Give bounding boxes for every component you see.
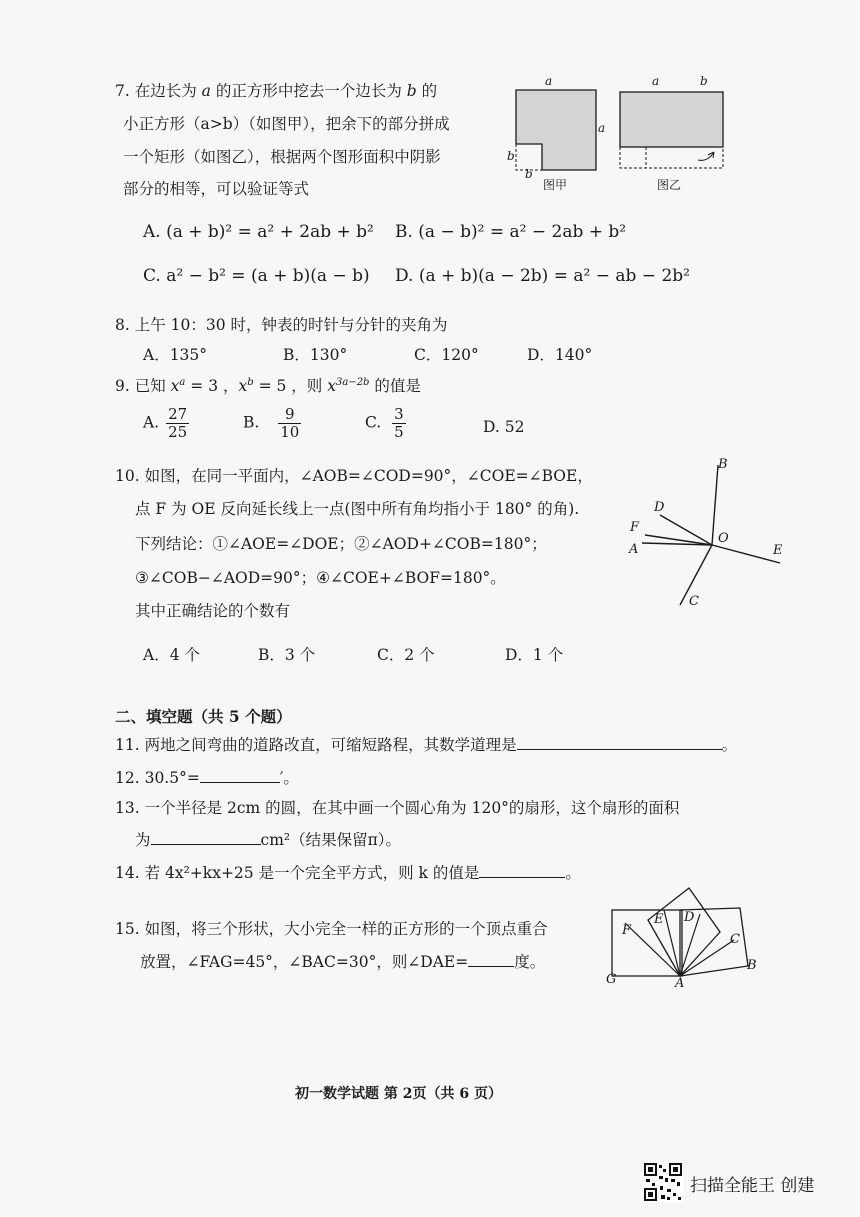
q10-option-c: C．2 个 xyxy=(377,646,435,664)
q10-option-a: A．4 个 xyxy=(143,646,200,664)
q7-option-d: D. (a + b)(a − 2b) = a² − ab − 2b² xyxy=(395,266,690,286)
fig-jia-label-a-top: a xyxy=(545,74,553,88)
q10-line5: 其中正确结论的个数有 xyxy=(135,602,291,620)
q7-line3: 一个矩形（如图乙），根据两个图形面积中阴影 xyxy=(123,148,441,166)
q9-option-d: D. 52 xyxy=(483,418,525,436)
q15-label-a: A xyxy=(675,976,685,991)
q14-answer-blank[interactable] xyxy=(479,861,565,878)
figure-jia xyxy=(500,70,610,185)
q10-label-o: O xyxy=(718,531,729,546)
fig-yi-label-b: b xyxy=(700,74,708,88)
q10-label-a: A xyxy=(629,542,639,557)
fig-yi-label-a: a xyxy=(652,74,660,88)
page-footer: 初一数学试题 第 2页（共 6 页） xyxy=(295,1086,502,1102)
q11-answer-blank[interactable] xyxy=(517,733,722,750)
q15-label-d: D xyxy=(684,910,695,925)
q10-label-b: B xyxy=(718,457,728,472)
q10-label-f: F xyxy=(630,520,640,535)
q7-line4: 部分的相等，可以验证等式 xyxy=(123,180,310,198)
q10-label-d: D xyxy=(654,500,665,515)
q15-line1: 15. 如图，将三个形状，大小完全一样的正方形的一个顶点重合 xyxy=(115,920,548,938)
q9-stem: 9. 已知 $x^a = 3$ ，$x^b = 5$ ，则 $x^{3a-2b}$ 的值是 xyxy=(115,377,421,396)
section-fill-in-title: 二、填空题（共 5 个题） xyxy=(115,707,292,726)
q13-answer-blank[interactable] xyxy=(151,828,261,845)
q7-option-c: C. a² − b² = (a + b)(a − b) xyxy=(143,266,370,286)
figure-yi xyxy=(610,70,730,185)
fig-jia-caption: 图甲 xyxy=(543,178,568,192)
q15-label-e: E xyxy=(654,912,664,927)
figure-q10-angles xyxy=(620,455,800,615)
q15-label-f: F xyxy=(622,923,632,938)
q10-label-e: E xyxy=(773,543,783,558)
q7-line1: 7. 在边长为 a 的正方形中挖去一个边长为 b 的 xyxy=(115,82,438,100)
q12-line: 12. 30.5°= ′。 xyxy=(115,766,299,789)
fig-jia-label-a-side: a xyxy=(598,121,606,135)
q13-line2: 为 cm²（结果保留π）。 xyxy=(135,828,401,851)
q10-line2: 点 F 为 OE 反向延长线上一点(图中所有角均指小于 180° 的角). xyxy=(135,500,580,518)
q15-label-c: C xyxy=(730,932,740,947)
q9-option-c: C. $\frac{3}{5}$ xyxy=(365,405,404,441)
q9-option-b: B. $\frac{9}{10}$ xyxy=(243,405,300,441)
fig-jia-label-b-left: b xyxy=(507,149,515,163)
q14-line: 14. 若 4x²+kx+25 是一个完全平方式，则 k 的值是 。 xyxy=(115,861,581,884)
q10-line1: 10. 如图，在同一平面内，∠AOB=∠COD=90°，∠COE=∠BOE， xyxy=(115,467,593,485)
q11-line: 11. 两地之间弯曲的道路改直，可缩短路程，其数学道理是 。 xyxy=(115,733,737,756)
q8-option-c: C．120° xyxy=(414,346,479,364)
qr-code-icon xyxy=(643,1162,683,1202)
scanner-watermark: 扫描全能王 创建 xyxy=(690,1176,815,1196)
q7-option-a: A. (a + b)² = a² + 2ab + b² xyxy=(143,222,374,242)
q15-answer-blank[interactable] xyxy=(468,950,514,967)
q10-option-b: B．3 个 xyxy=(258,646,316,664)
q10-line4: ③∠COB−∠AOD=90°；④∠COE+∠BOF=180°。 xyxy=(135,569,506,587)
fig-yi-caption: 图乙 xyxy=(657,178,682,192)
q12-answer-blank[interactable] xyxy=(200,766,280,783)
q15-label-g: G xyxy=(606,972,617,987)
q8-option-d: D．140° xyxy=(527,346,593,364)
q15-label-b: B xyxy=(747,958,757,973)
q13-line1: 13. 一个半径是 2cm 的圆，在其中画一个圆心角为 120°的扇形，这个扇形的面积 xyxy=(115,799,680,817)
q10-label-c: C xyxy=(689,594,699,609)
q10-option-d: D．1 个 xyxy=(505,646,564,664)
q15-line2: 放置，∠FAG=45°，∠BAC=30°，则∠DAE= 度。 xyxy=(140,950,545,973)
q7-option-b: B. (a − b)² = a² − 2ab + b² xyxy=(395,222,627,242)
q8-option-b: B．130° xyxy=(283,346,348,364)
fig-jia-label-b-bottom: b xyxy=(525,167,533,181)
q9-option-a: A. $\frac{27}{25}$ xyxy=(143,405,188,441)
q7-line2: 小正方形（a>b）（如图甲），把余下的部分拼成 xyxy=(123,115,450,133)
q8-option-a: A．135° xyxy=(143,346,208,364)
q8-stem: 8. 上午 10：30 时，钟表的时针与分针的夹角为 xyxy=(115,316,448,334)
q10-line3: 下列结论：①∠AOE=∠DOE；②∠AOD+∠COB=180°； xyxy=(135,535,547,553)
